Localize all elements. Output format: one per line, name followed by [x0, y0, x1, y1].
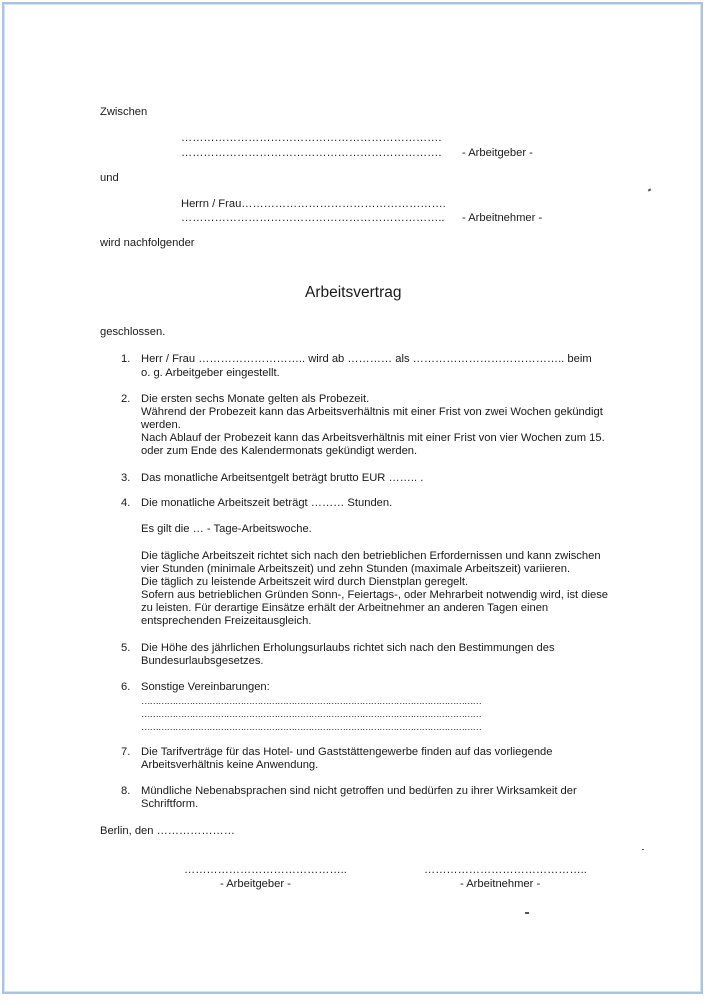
agreement-dotted-line: …………………………………………………………………………………………………………: [141, 696, 481, 707]
clause-line: Während der Probezeit kann das Arbeitsverhältnis mit einer Frist von zwei Wochen gekündigt: [141, 406, 603, 418]
clause-line: werden.: [141, 419, 181, 431]
clause-number: 8.: [121, 785, 131, 797]
concluded-text: geschlossen.: [100, 326, 166, 338]
clause-line: Nach Ablauf der Probezeit kann das Arbeitsverhältnis mit einer Frist von vier Wochen zum 15.: [141, 432, 605, 444]
clause-line: Schriftform.: [141, 798, 199, 810]
clause-line: o. g. Arbeitgeber eingestellt.: [141, 367, 280, 379]
employer-signature-label: - Arbeitgeber -: [220, 878, 291, 890]
clause-line: Die Tarifverträge für das Hotel- und Gaststättengewerbe finden auf das vorliegende: [141, 746, 553, 758]
employer-signature-line: ……………………………………..: [184, 864, 347, 876]
employer-label: - Arbeitgeber -: [462, 147, 533, 159]
clause-line: Die tägliche Arbeitszeit richtet sich nach den betrieblichen Erfordernissen und kann zwischen: [141, 550, 601, 562]
clause-line: Bundesurlaubsgesetzes.: [141, 655, 264, 667]
clause-number: 5.: [121, 642, 131, 654]
und-label: und: [100, 172, 119, 184]
clause-line: Arbeitsverhältnis keine Anwendung.: [141, 759, 319, 771]
clause-line: Die ersten sechs Monate gelten als Probezeit.: [141, 393, 370, 405]
intro-text: wird nachfolgender: [100, 237, 195, 249]
clause-line: Die Höhe des jährlichen Erholungsurlaubs richtet sich nach den Bestimmungen des: [141, 642, 555, 654]
clause-line: Die täglich zu leistende Arbeitszeit wird durch Dienstplan geregelt.: [141, 576, 469, 588]
clause-line: Es gilt die … - Tage-Arbeitswoche.: [141, 523, 312, 535]
clause-number: 7.: [121, 746, 131, 758]
clause-line: Sofern aus betrieblichen Gründen Sonn-, Feiertags-, oder Mehrarbeit notwendig wird, ist diese: [141, 589, 609, 601]
clause-line: Das monatliche Arbeitsentgelt beträgt brutto EUR …….. .: [141, 472, 424, 484]
contract-page: [2, 2, 703, 994]
clause-line: Sonstige Vereinbarungen:: [141, 681, 270, 693]
employee-signature-line: ……………………………………..: [424, 864, 587, 876]
clause-number: 4.: [121, 497, 131, 509]
clause-line: Mündliche Nebenabsprachen sind nicht getroffen und bedürfen zu ihrer Wirksamkeit der: [141, 785, 577, 797]
scan-speck: [642, 849, 644, 850]
scan-speck: [648, 188, 652, 191]
agreement-dotted-line: …………………………………………………………………………………………………………: [141, 709, 481, 720]
clause-number: 3.: [121, 472, 131, 484]
clause-line: Die monatliche Arbeitszeit beträgt ……… Stunden.: [141, 497, 393, 509]
clause-number: 2.: [121, 393, 131, 405]
clause-line: Herr / Frau ……………………….. wird ab ………… als ………………………………….. beim: [141, 353, 592, 365]
clause-line: zu leisten. Für derartige Einsätze erhält der Arbeitnehmer an anderen Tagen einen: [141, 602, 549, 614]
employee-dotted-line-1: Herrn / Frau……………………………………………….: [181, 198, 446, 210]
place-date-line: Berlin, den …………………: [100, 825, 235, 837]
agreement-dotted-line: …………………………………………………………………………………………………………: [141, 722, 481, 733]
employer-dotted-line-2: …………………………………………………………….: [181, 147, 442, 159]
document-title: Arbeitsvertrag: [305, 284, 402, 301]
clause-line: entsprechenden Freizeitausgleich.: [141, 615, 312, 627]
zwischen-label: Zwischen: [100, 106, 148, 118]
employee-dotted-line-2: ……………………………………………………………..: [181, 212, 445, 224]
clause-number: 1.: [121, 353, 131, 365]
scan-speck: [525, 912, 529, 914]
employee-signature-label: - Arbeitnehmer -: [460, 878, 541, 890]
clause-line: oder zum Ende des Kalendermonats gekündigt werden.: [141, 445, 418, 457]
employee-label: - Arbeitnehmer -: [462, 212, 543, 224]
clause-number: 6.: [121, 681, 131, 693]
clause-line: vier Stunden (minimale Arbeitszeit) und zehn Stunden (maximale Arbeitszeit) variieren.: [141, 563, 571, 575]
employer-dotted-line-1: …………………………………………………………….: [181, 132, 442, 144]
